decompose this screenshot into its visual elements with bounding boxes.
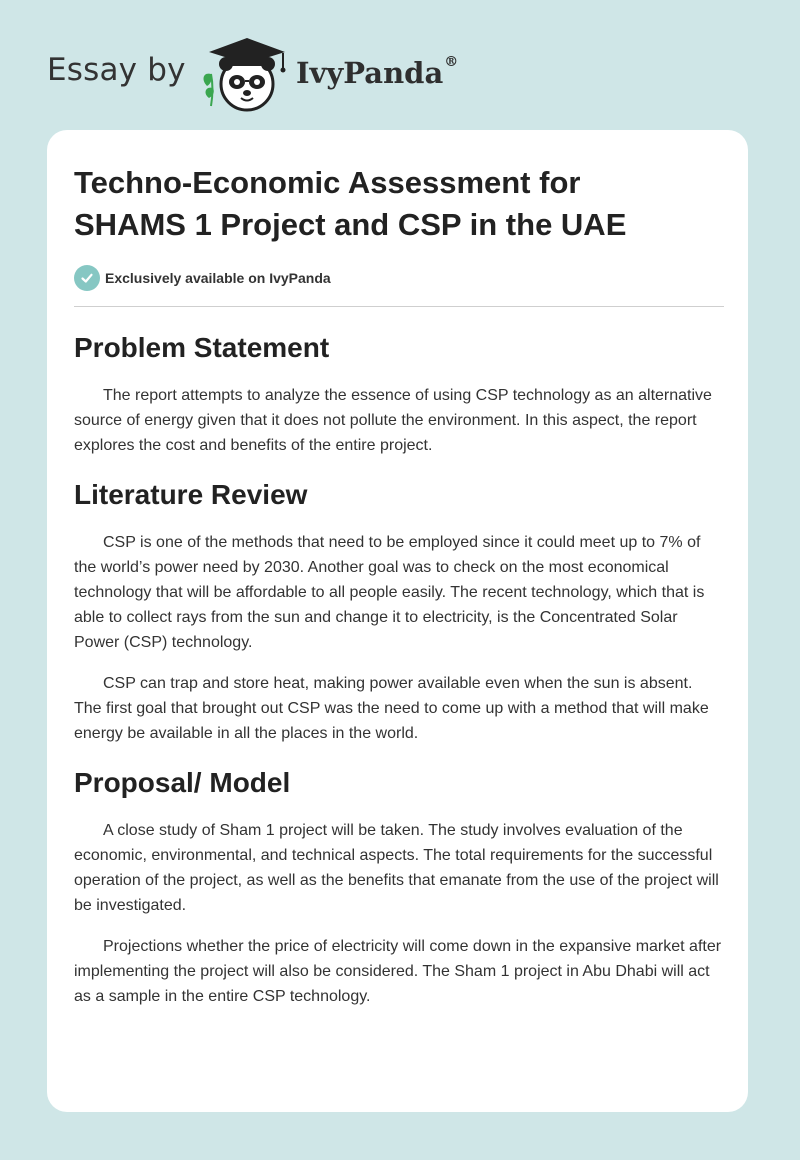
brand-name-text: IvyPanda bbox=[296, 56, 444, 90]
article-title-line1: Techno-Economic Assessment for bbox=[74, 165, 581, 200]
check-icon bbox=[74, 265, 100, 291]
article-title bbox=[74, 162, 724, 246]
section-heading-problem-statement: Problem Statement bbox=[74, 332, 330, 363]
exclusive-label: Exclusively available on IvyPanda bbox=[105, 270, 331, 286]
paragraph: The report attempts to analyze the essence of using CSP technology as an alternative source of energy given that it does not pollute the environment. In this aspect, the report explores the cost and benefits of the entire project. bbox=[74, 387, 712, 454]
paragraph: CSP can trap and store heat, making power available even when the sun is absent. The first goal that brought out CSP was the need to come up with a method that will make energy be available in all the places in the world. bbox=[74, 675, 709, 742]
section-heading-proposal-model: Proposal/ Model bbox=[74, 767, 291, 798]
article-content bbox=[74, 162, 724, 1009]
registered-mark: ® bbox=[444, 54, 459, 70]
brand-name[interactable] bbox=[296, 56, 458, 90]
paragraph: A close study of Sham 1 project will be taken. The study involves evaluation of the economic, environmental, and technical aspects. The total requirements for the successful operation of the project, as well as the benefits that emanate from the use of the project will be investigated. bbox=[74, 822, 719, 914]
paragraph: Projections whether the price of electricity will come down in the expansive market after implementing the project will also be considered. The Sham 1 project in Abu Dhabi will act as a sample in the entire CSP technology. bbox=[74, 938, 722, 1005]
article-title-line2: SHAMS 1 Project and CSP in the UAE bbox=[74, 207, 627, 242]
section-heading-literature-review: Literature Review bbox=[74, 479, 308, 510]
exclusive-badge bbox=[74, 265, 724, 291]
panda-graduate-icon[interactable] bbox=[199, 34, 291, 114]
divider bbox=[74, 306, 724, 307]
site-header bbox=[47, 34, 747, 114]
article-card bbox=[47, 130, 748, 1112]
essay-by-label: Essay by bbox=[47, 52, 186, 88]
paragraph: CSP is one of the methods that need to be employed since it could meet up to 7% of the world’s power need by 2030. Another goal was to check on the most economical technology that will be affordable to all people easily. The recent technology, which that is able to collect rays from the sun and change it to electricity, is the Concentrated Solar Power (CSP) technology. bbox=[74, 534, 705, 651]
